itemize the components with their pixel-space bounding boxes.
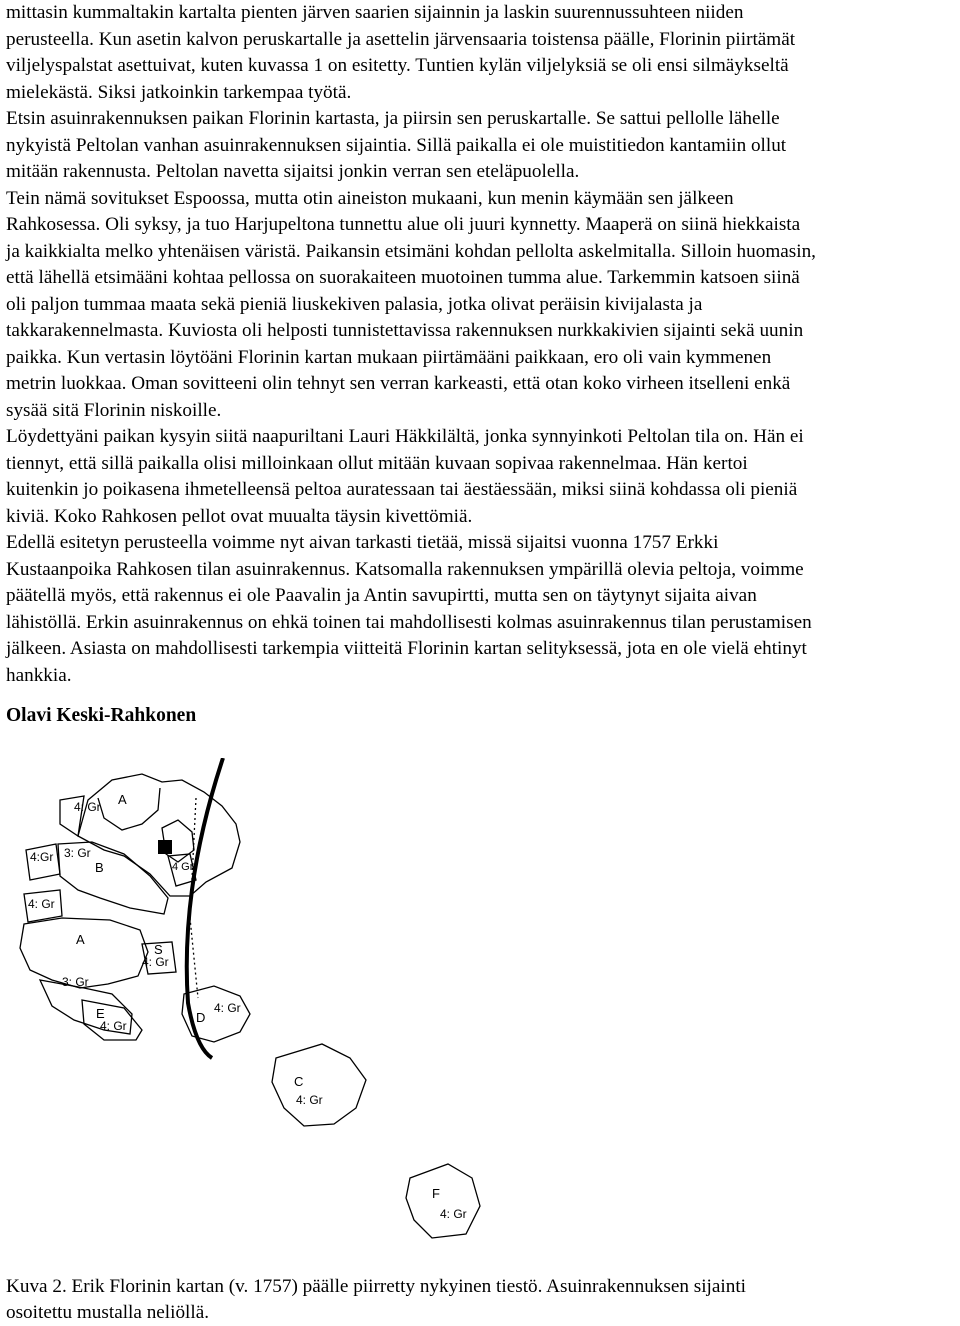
- map-label-4gr-9: 4: Gr: [440, 1207, 467, 1221]
- map-label-3gr-1: 3: Gr: [64, 846, 91, 860]
- map-label-c: C: [294, 1074, 304, 1089]
- building-marker-square: [158, 840, 172, 854]
- figure-caption: Kuva 2. Erik Florinin kartan (v. 1757) päälle piirretty nykyinen tiestö. Asuinrakennuksen sijainti osoitettu mustalla neliöllä.: [6, 1276, 746, 1323]
- field-map-figure: [0, 758, 960, 1258]
- map-label-e: E: [96, 1006, 105, 1021]
- article-body: [6, 0, 954, 689]
- road-line-dashed: [190, 798, 198, 998]
- map-label-4gr-1: 4: Gr: [74, 800, 101, 814]
- map-label-4gr-8: 4: Gr: [296, 1093, 323, 1107]
- map-label-4gr-6: 4: Gr: [100, 1019, 127, 1033]
- paragraph-3: Tein nämä sovitukset Espoossa, mutta otin aineiston mukaani, kun menin käymään sen jälkeen Rahkosessa. Oli syksy, ja tuo Harjupeltona tunnettu alue oli juuri kynnetty. Maaperä on siinä hiekkaista ja kaikkialta melko yhtenäisen väristä. Paikansin etsimäni kohdan pellolta askelmitalla. Silloin huomasin, että lähellä etsimääni kohtaa pellossa on suorakaiteen muotoinen tumma alue. Tarkemmin katsoen siinä oli paljon tummaa maata sekä pieniä liuskekiven palasia, jotka olivat peräisin kivijalasta ja takkarakennelmasta. Kuviosta oli helposti tunnistettavissa rakennuksen nurkkakivien sijainti sekä uunin paikka. Kun vertasin löytöäni Florinin kartan mukaan piirtämääni paikkaan, ero oli vain kymmenen metrin luokkaa. Oman sovitteeni olin tehnyt sen verran karkeasti, että otan koko virheen itselleni enkä sysää sitä Florinin niskoille.: [6, 187, 816, 421]
- map-label-d: D: [196, 1010, 206, 1025]
- map-label-s: S: [154, 942, 163, 957]
- field-parcel-f: [406, 1164, 480, 1238]
- map-label-4gr-7: 4: Gr: [214, 1001, 241, 1015]
- paragraph-1: mittasin kummaltakin kartalta pienten järven saarien sijainnin ja laskin suurennussuhteen niiden perusteella. Kun asetin kalvon peruskartalle ja asettelin järvensaaria toistensa päälle, Florinin piirtämät viljelyspalstat asettuivat, kuten kuvassa 1 on esitetty. Tuntien kylän viljelyksiä se oli ensi silmäykseltä mielekästä. Siksi jatkoinkin tarkempaa työtä.: [6, 2, 796, 103]
- author-name: Olavi Keski-Rahkonen: [6, 705, 197, 726]
- map-label-4gr-3: 4 Gr: [172, 861, 194, 873]
- map-label-b: B: [95, 860, 104, 875]
- paragraph-2: Etsin asuinrakennuksen paikan Florinin kartasta, ja piirsin sen peruskartalle. Se sattui pellolle lähelle nykyistä Peltolan vanhan asuinrakennuksen sijaintia. Sillä paikalla ei ole muistitiedon kantamiin ollut mitään rakennusta. Peltolan navetta sijaitsi jonkin verran sen eteläpuolella.: [6, 108, 787, 182]
- paragraph-4: Löydettyäni paikan kysyin siitä naapuriltani Lauri Häkkilältä, jonka synnyinkoti Peltolan tila on. Hän ei tiennyt, että sillä paikalla olisi milloinkaan ollut mitään kuvaan sopivaa rakennelmaa. Hän kertoi kuitenkin jo poikasena ihmetelleensä peltoa auratessaan tai äestäessään, miksi siinä kohdassa oli pieniä kiviä. Koko Rahkosen pellot ovat muualta täysin kivettömiä.: [6, 426, 804, 527]
- map-label-4gr-4: 4: Gr: [28, 897, 55, 911]
- field-parcel-a-inner: [98, 788, 160, 830]
- map-label-f: F: [432, 1186, 440, 1201]
- map-label-a-1: A: [118, 792, 127, 807]
- paragraph-5: Edellä esitetyn perusteella voimme nyt aivan tarkasti tietää, missä sijaitsi vuonna 1757 Erkki Kustaanpoika Rahkosen tilan asuinrakennus. Katsomalla rakennuksen ympärillä olevia peltoja, voimme päätellä myös, että rakennus ei ole Paavalin ja Antin savupirtti, mutta sen on täytynyt sijaita aivan lähistöllä. Erkin asuinrakennus on ehkä toinen tai mahdollisesti kolmas asuinrakennus tilan perustamisen jälkeen. Asiasta on mahdollisesti tarkempia viitteitä Florinin kartan selityksessä, jota en ole vielä ehtinyt hankkia.: [6, 532, 812, 686]
- map-label-4gr-2: 4:Gr: [30, 850, 54, 864]
- map-label-a-2: A: [76, 932, 85, 947]
- map-label-3gr-2: 3: Gr: [62, 975, 89, 989]
- map-label-4gr-5: 4: Gr: [142, 955, 169, 969]
- field-parcel-c: [272, 1044, 366, 1126]
